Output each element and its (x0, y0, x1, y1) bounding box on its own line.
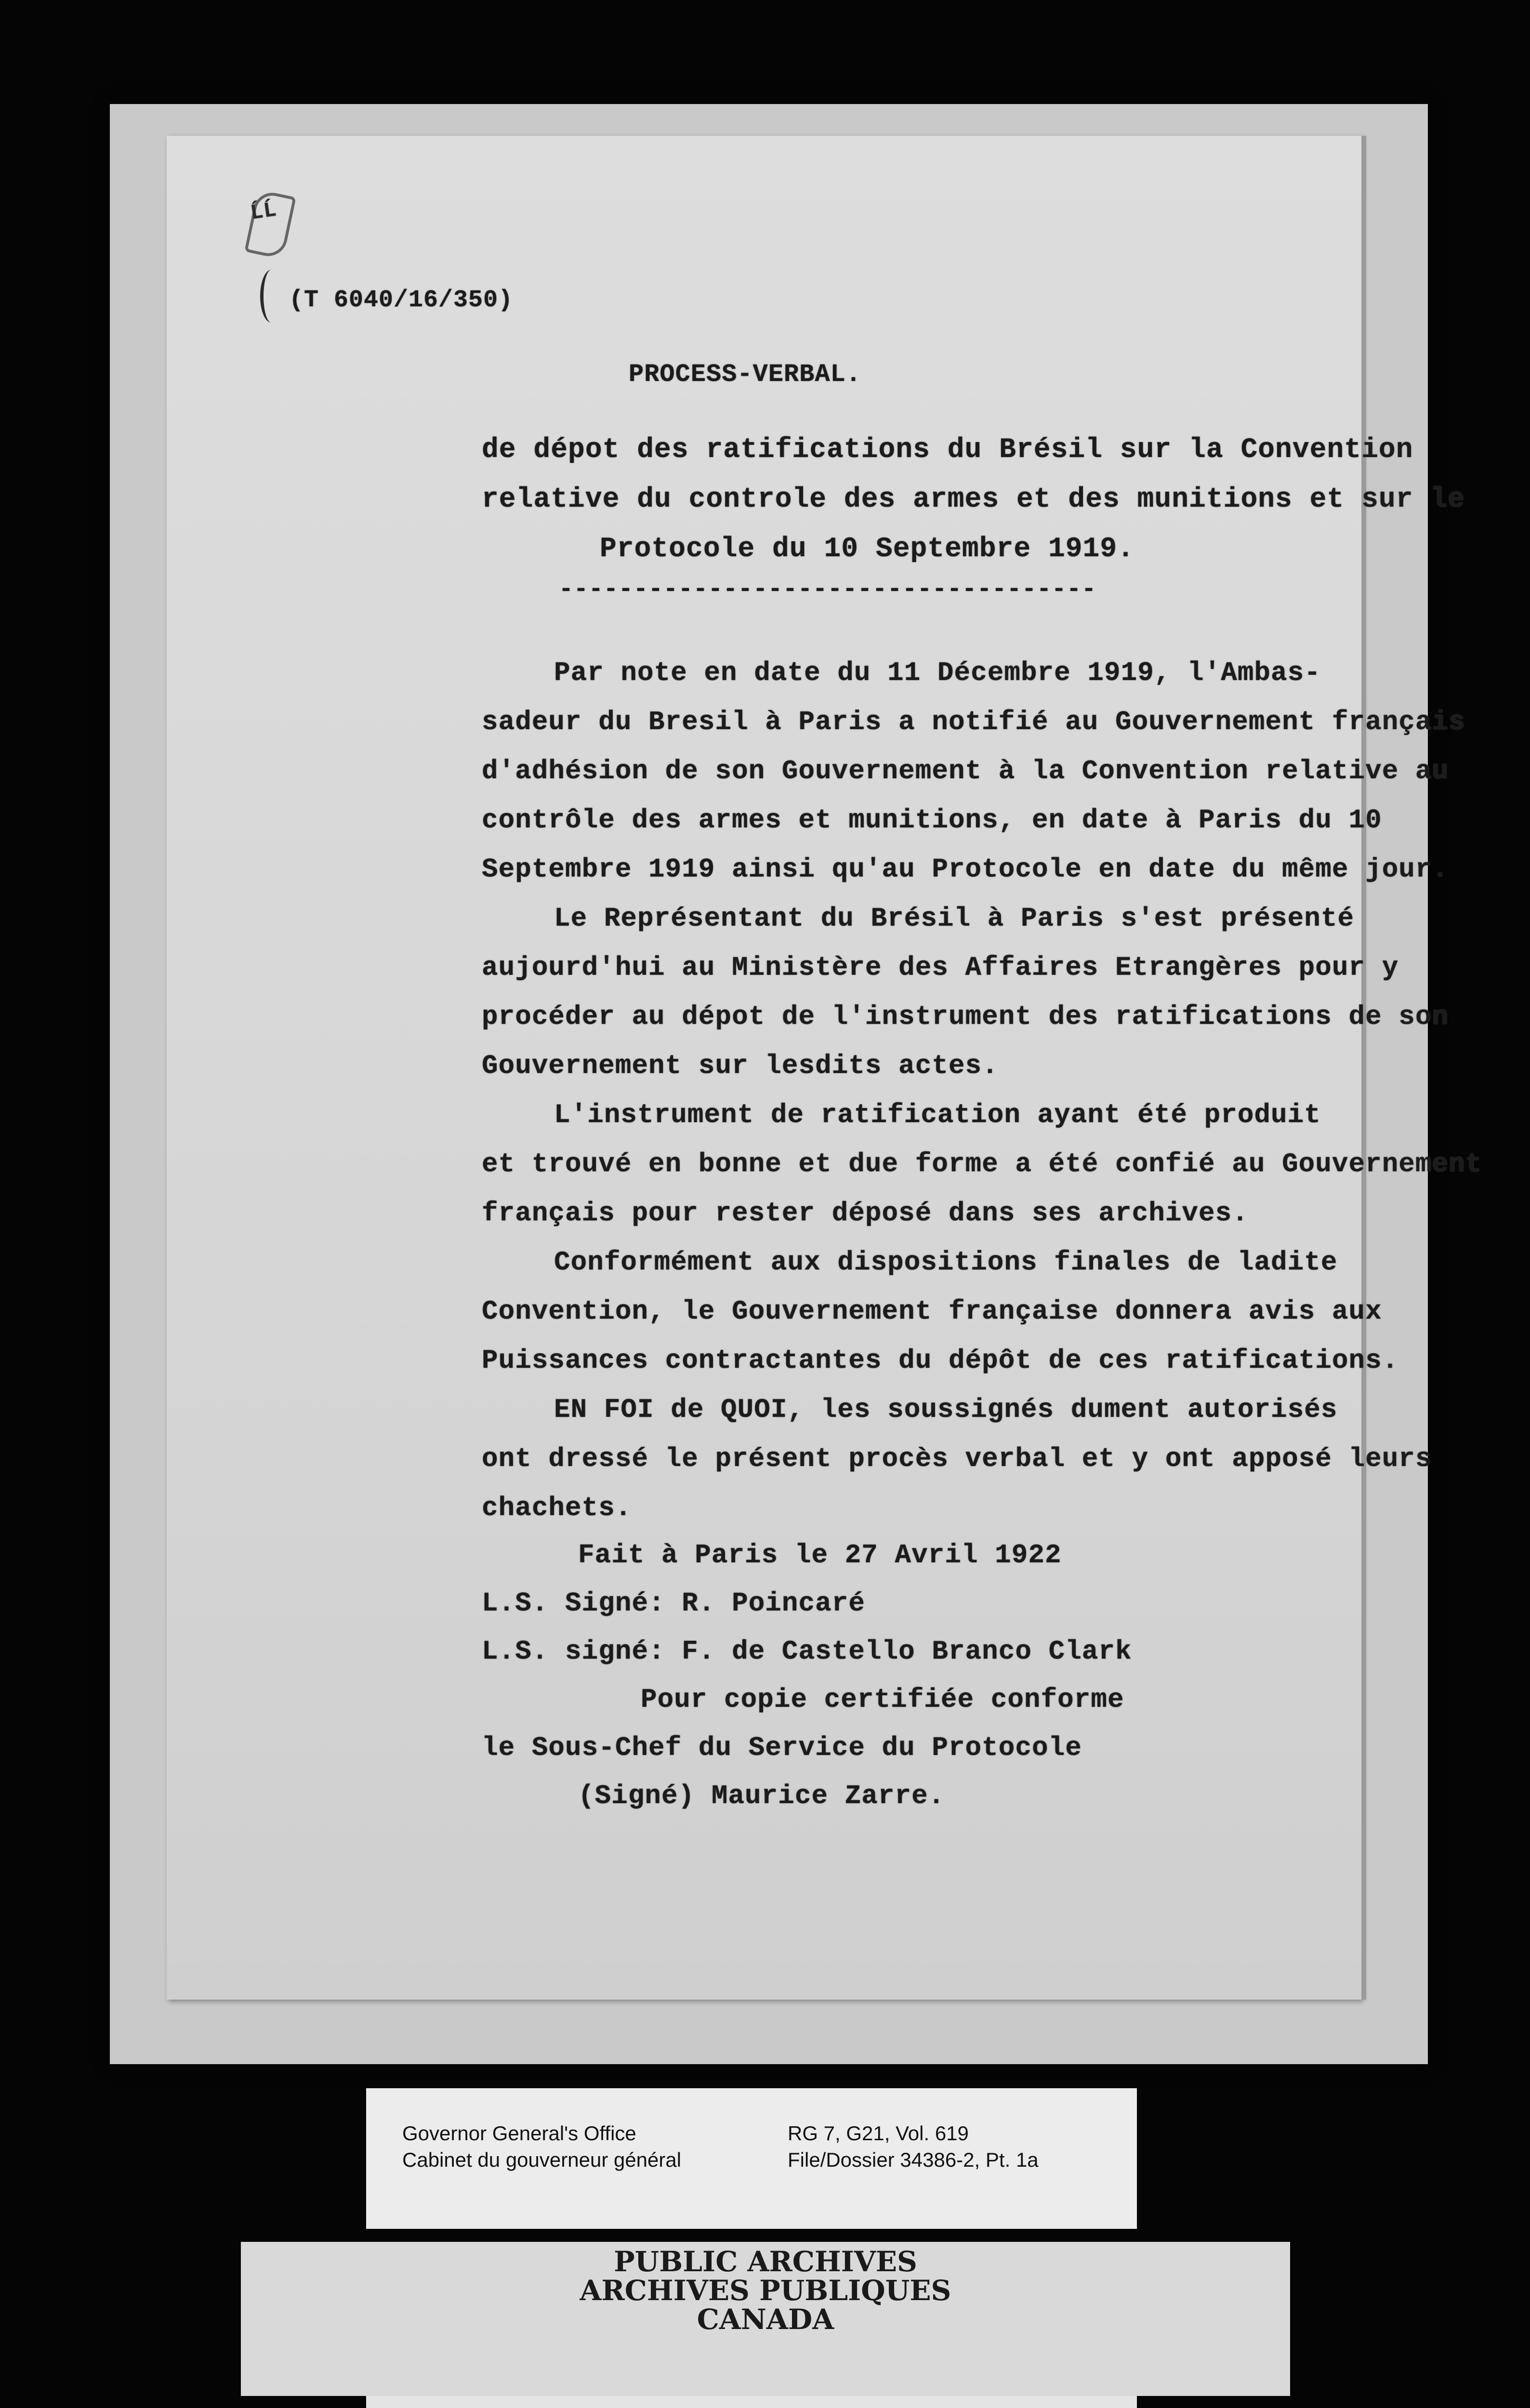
body-line: aujourd'hui au Ministère des Affaires Etrangères pour y (482, 952, 1399, 983)
dash-rule: ------------------------------------ (559, 576, 1097, 603)
record-group: RG 7, G21, Vol. 619 (788, 2122, 969, 2145)
body-line: et trouvé en bonne et due forme a été confié au Gouvernement (482, 1149, 1482, 1179)
office-english: Governor General's Office (402, 2122, 636, 2145)
stamp-line-1: PUBLIC ARCHIVES (614, 2245, 917, 2278)
signature-line-1: L.S. Signé: R. Poincaré (482, 1588, 865, 1619)
handwritten-bracket (260, 270, 283, 323)
closing-date: Fait à Paris le 27 Avril 1922 (578, 1540, 1062, 1570)
body-line: Le Représentant du Brésil à Paris s'est présenté (554, 903, 1355, 934)
stamp-line-3: CANADA (697, 2303, 834, 2336)
certifier-signature: (Signé) Maurice Zarre. (578, 1780, 945, 1811)
body-line: sadeur du Bresil à Paris a notifié au Gouvernement français (482, 707, 1465, 737)
subtitle-line-3: Protocole du 10 Septembre 1919. (600, 534, 1134, 565)
subtitle-line-1: de dépot des ratifications du Brésil sur la Convention (482, 434, 1413, 466)
archives-stamp-footer (366, 2396, 1137, 2408)
certifier-title: le Sous-Chef du Service du Protocole (482, 1732, 1082, 1763)
page-edge-shadow (1361, 136, 1366, 2000)
archives-stamp-band (241, 2242, 1290, 2396)
archive-label (366, 2088, 1137, 2229)
body-line: chachets. (482, 1492, 632, 1523)
body-line: L'instrument de ratification ayant été produit (554, 1099, 1321, 1130)
body-line: Convention, le Gouvernement française donnera avis aux (482, 1296, 1382, 1327)
body-line: Septembre 1919 ainsi qu'au Protocole en date du même jour. (482, 854, 1449, 885)
subtitle-line-2: relative du controle des armes et des munitions et sur le (482, 484, 1465, 515)
body-line: procéder au dépot de l'instrument des ratifications de son (482, 1001, 1449, 1032)
body-line: Puissances contractantes du dépôt de ces ratifications. (482, 1345, 1399, 1376)
handwritten-margin-note: ĹĹ (249, 198, 279, 226)
body-line: d'adhésion de son Gouvernement à la Convention relative au (482, 756, 1449, 786)
body-line: Gouvernement sur lesdits actes. (482, 1050, 999, 1081)
body-line: Conformément aux dispositions finales de ladite (554, 1247, 1338, 1278)
stamp-line-2: ARCHIVES PUBLIQUES (580, 2274, 951, 2307)
body-line: contrôle des armes et munitions, en date à Paris du 10 (482, 805, 1382, 836)
body-line: français pour rester déposé dans ses archives. (482, 1198, 1249, 1229)
reference-number: (T 6040/16/350) (289, 287, 514, 314)
body-line: ont dressé le présent procès verbal et y ont apposé leurs (482, 1443, 1432, 1474)
body-line: EN FOI de QUOI, les soussignés dument autorisés (554, 1394, 1338, 1425)
signature-line-2: L.S. signé: F. de Castello Branco Clark (482, 1636, 1132, 1667)
office-french: Cabinet du gouverneur général (402, 2148, 682, 2171)
body-line: Par note en date du 11 Décembre 1919, l'Ambas- (554, 657, 1321, 688)
certification-line: Pour copie certifiée conforme (641, 1684, 1124, 1715)
file-number: File/Dossier 34386-2, Pt. 1a (788, 2148, 1039, 2171)
document-title: PROCESS-VERBAL. (629, 360, 862, 389)
